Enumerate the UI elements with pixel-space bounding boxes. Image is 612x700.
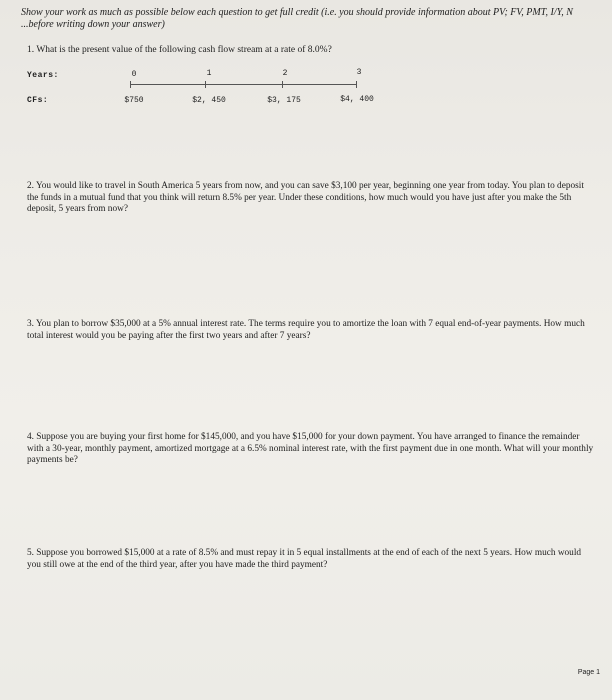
timeline-axis	[130, 84, 356, 85]
question-4-text: 4. Suppose you are buying your first home for $145,000, and you have $15,000 for your down payment. You have arranged to finance the remainder with a 30-year, monthly payment, amortized mortgage at a 6.5% nominal interest rate, with the first payment due in one month. What will your monthly payments be?	[27, 432, 594, 465]
question-3-text: 3. You plan to borrow $35,000 at a 5% annual interest rate. The terms require you to amortize the loan with 7 equal end-of-year payments. How much total interest would you be paying after the first two years and after 7 years?	[27, 319, 585, 341]
cash-flow-0: $750	[124, 96, 144, 105]
question-1-text: 1. What is the present value of the following cash flow stream at a rate of 8.0%?	[27, 45, 332, 55]
year-2: 2	[282, 69, 288, 78]
timeline-tick	[356, 81, 357, 88]
cash-flow-2: $3, 175	[267, 96, 301, 105]
year-1: 1	[206, 69, 212, 78]
cfs-label: CFs:	[27, 96, 49, 105]
cash-flow-1: $2, 450	[192, 96, 226, 105]
page-number: Page 1	[577, 669, 600, 676]
timeline-tick	[205, 81, 206, 88]
year-0: 0	[131, 70, 137, 79]
years-label: Years:	[27, 71, 59, 80]
timeline-tick	[130, 81, 131, 88]
instructions-text: Show your work as much as possible below each question to get full credit (i.e. you should provide information about PV; FV, PMT, I/Y, N ...before writing down your answer)	[21, 7, 573, 30]
question-2-text: 2. You would like to travel in South America 5 years from now, and you can save $3,100 per year, beginning one year from today. You plan to deposit the funds in a mutual fund that you think will return 8.5% per year. Under these conditions, how much would you have just after you make the 5th deposit, 5 years from now?	[27, 181, 584, 214]
cash-flow-3: $4, 400	[340, 95, 374, 104]
question-5-text: 5. Suppose you borrowed $15,000 at a rate of 8.5% and must repay it in 5 equal installments at the end of each of the next 5 years. How much would you still owe at the end of the third year, after you have made the third payment?	[27, 548, 582, 570]
timeline-tick	[282, 81, 283, 88]
year-3: 3	[356, 68, 362, 77]
